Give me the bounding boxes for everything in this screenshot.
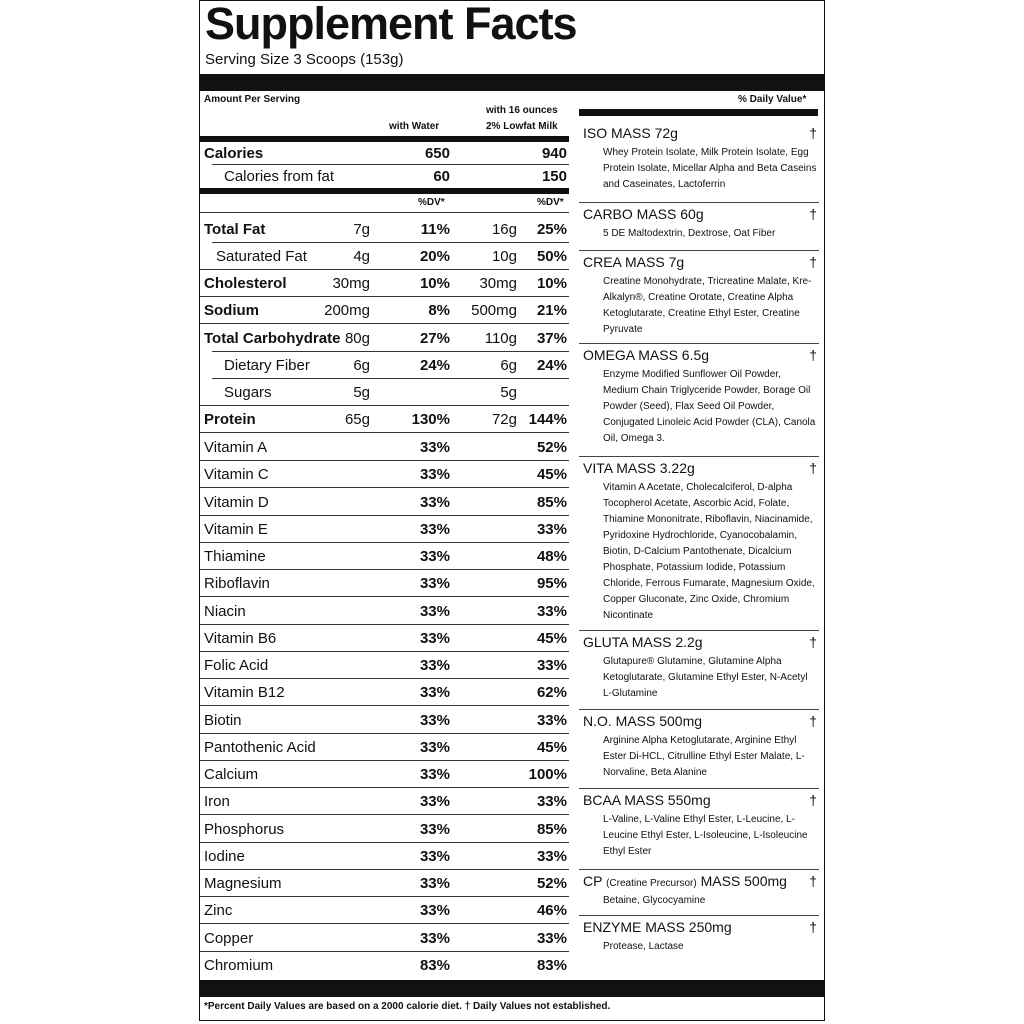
- dagger-mark: †: [809, 206, 817, 222]
- vitamin-water-dv: 33%: [419, 521, 450, 538]
- blend-divider: [579, 343, 819, 344]
- vitamin-milk-dv: 45%: [536, 466, 567, 483]
- vitamin-row: [200, 543, 569, 570]
- daily-value-header: % Daily Value*: [738, 94, 807, 105]
- blend-name: [583, 873, 787, 889]
- blend-divider: [579, 202, 819, 203]
- nutrient-water-amount: 5g: [353, 384, 370, 401]
- vitamin-name: Vitamin A: [204, 439, 268, 456]
- top-divider: [200, 74, 824, 91]
- vitamin-name: Vitamin E: [204, 521, 268, 538]
- vitamin-name: Phosphorus: [204, 821, 285, 838]
- vitamin-row: [200, 897, 569, 924]
- nutrient-name: Sodium: [204, 302, 259, 319]
- nutrient-row: [200, 352, 569, 379]
- ingredient-blend: [579, 873, 821, 915]
- nutrient-water-dv: 8%: [428, 302, 450, 319]
- row-divider: [200, 923, 569, 924]
- ingredient-blend: [579, 254, 821, 342]
- blend-description: 5 DE Maltodextrin, Dextrose, Oat Fiber: [603, 228, 776, 239]
- ingredient-blend: [579, 919, 821, 965]
- amount-per-serving-label: Amount Per Serving: [204, 94, 301, 105]
- nutrient-name: Protein: [204, 411, 256, 428]
- nutrient-water-dv: 11%: [420, 221, 450, 238]
- dagger-mark: †: [809, 873, 817, 889]
- nutrient-water-amount: 200mg: [324, 302, 370, 319]
- vitamin-name: Vitamin C: [204, 466, 269, 483]
- blend-description: Enzyme Modified Sunflower Oil Powder, Medium Chain Triglyceride Powder, Borage Oil Powder (Seed), Flax Seed Oil Powder, Conjugated Linoleic Acid Powder (CLA), Canola Oil, Omega 3.: [603, 369, 816, 444]
- vitamin-name: Calcium: [204, 766, 259, 783]
- panel-title: Supplement Facts: [205, 0, 577, 49]
- nutrient-water-amount: 65g: [344, 411, 370, 428]
- vitamin-water-dv: 33%: [419, 739, 450, 756]
- blend-name-text: MASS 500mg: [700, 873, 787, 889]
- ingredient-blend: [579, 125, 821, 201]
- vitamin-water-dv: 33%: [419, 630, 450, 647]
- vitamin-milk-dv: 45%: [536, 739, 567, 756]
- dv-header-water: %DV*: [418, 197, 445, 208]
- ingredient-blend: [579, 460, 821, 630]
- calories-from-fat-label: Calories from fat: [224, 168, 335, 185]
- blend-name: ENZYME MASS 250mg: [583, 919, 732, 935]
- dagger-mark: †: [809, 254, 817, 270]
- vitamin-name: Folic Acid: [204, 657, 269, 674]
- nutrient-milk-amount: 110g: [484, 330, 517, 347]
- vitamin-row: [200, 434, 569, 461]
- blend-divider: [579, 915, 819, 916]
- calories-label: Calories: [204, 145, 264, 162]
- vitamin-milk-dv: 33%: [536, 793, 567, 810]
- vitamin-water-dv: 33%: [419, 466, 450, 483]
- calories-divider: [200, 188, 569, 194]
- ingredient-blend: [579, 347, 821, 455]
- vitamin-name: Magnesium: [204, 875, 282, 892]
- right-header-divider: [579, 109, 818, 116]
- vitamin-milk-dv: 48%: [536, 548, 567, 565]
- vitamin-name: Copper: [204, 930, 254, 947]
- nutrient-name: Total Fat: [204, 221, 266, 238]
- vitamin-milk-dv: 85%: [536, 821, 567, 838]
- vitamin-milk-dv: 83%: [536, 957, 567, 974]
- vitamin-row: [200, 925, 569, 952]
- row-divider: [200, 487, 569, 488]
- nutrient-name: Cholesterol: [204, 275, 287, 292]
- vitamin-name: Vitamin D: [204, 494, 269, 511]
- nutrient-water-dv: 24%: [419, 357, 450, 374]
- vitamin-milk-dv: 33%: [536, 603, 567, 620]
- vitamin-name: Biotin: [204, 712, 242, 729]
- nutrient-name: Dietary Fiber: [224, 357, 310, 374]
- nutrient-milk-dv: 50%: [536, 248, 567, 265]
- vitamin-milk-dv: 33%: [536, 848, 567, 865]
- nutrient-row: [200, 243, 569, 270]
- vitamin-water-dv: 33%: [419, 712, 450, 729]
- vitamin-row: [200, 461, 569, 488]
- nutrient-water-amount: 80g: [344, 330, 370, 347]
- nutrient-name: Saturated Fat: [216, 248, 307, 265]
- blend-divider: [579, 456, 819, 457]
- vitamin-water-dv: 83%: [419, 957, 450, 974]
- bottom-divider: [200, 980, 824, 997]
- vitamin-milk-dv: 52%: [536, 875, 567, 892]
- vitamin-water-dv: 33%: [419, 494, 450, 511]
- vitamin-milk-dv: 95%: [536, 575, 567, 592]
- blend-prefix-note: (Creatine Precursor): [606, 878, 697, 889]
- dagger-mark: †: [809, 125, 817, 141]
- with-milk-header-line1: with 16 ounces: [486, 105, 558, 116]
- blend-name: BCAA MASS 550mg: [583, 792, 711, 808]
- vitamin-water-dv: 33%: [419, 875, 450, 892]
- blend-divider: [579, 630, 819, 631]
- vitamin-row: [200, 734, 569, 761]
- row-divider: [200, 596, 569, 597]
- vitamin-water-dv: 33%: [419, 766, 450, 783]
- calories-milk: 940: [541, 145, 567, 162]
- nutrient-water-dv: 130%: [411, 411, 450, 428]
- nutrient-milk-amount: 10g: [491, 248, 517, 265]
- row-divider: [200, 814, 569, 815]
- nutrient-milk-amount: 5g: [500, 384, 517, 401]
- ingredient-blend: [579, 206, 821, 249]
- nutrient-row: [200, 406, 569, 433]
- vitamin-row: [200, 652, 569, 679]
- footnote: *Percent Daily Values are based on a 2000 calorie diet. † Daily Values not established.: [204, 1001, 611, 1012]
- vitamin-row: [200, 489, 569, 516]
- blend-divider: [579, 869, 819, 870]
- blend-name: CARBO MASS 60g: [583, 206, 704, 222]
- nutrient-milk-amount: 6g: [500, 357, 517, 374]
- blend-name: OMEGA MASS 6.5g: [583, 347, 710, 363]
- vitamin-row: [200, 870, 569, 897]
- vitamin-water-dv: 33%: [419, 603, 450, 620]
- vitamin-water-dv: 33%: [419, 793, 450, 810]
- vitamin-row: [200, 679, 569, 706]
- blend-name: CREA MASS 7g: [583, 254, 685, 270]
- dagger-mark: †: [809, 634, 817, 650]
- vitamin-row: [200, 761, 569, 788]
- calories-water: 650: [424, 145, 450, 162]
- dagger-mark: †: [809, 713, 817, 729]
- nutrient-name: Sugars: [224, 384, 272, 401]
- vitamin-water-dv: 33%: [419, 684, 450, 701]
- nutrient-milk-dv: 24%: [536, 357, 567, 374]
- blend-description: Whey Protein Isolate, Milk Protein Isolate, Egg Protein Isolate, Micellar Alpha and Beta Caseins and Caseinates, Lactoferrin: [603, 147, 817, 190]
- blend-description: Glutapure® Glutamine, Glutamine Alpha Ketoglutarate, Glutamine Ethyl Ester, N-Acetyl L-Glutamine: [603, 656, 808, 699]
- vitamin-name: Zinc: [204, 902, 233, 919]
- vitamin-milk-dv: 33%: [536, 657, 567, 674]
- vitamin-milk-dv: 46%: [536, 902, 567, 919]
- vitamin-milk-dv: 52%: [536, 439, 567, 456]
- nutrient-milk-dv: 10%: [536, 275, 567, 292]
- blend-divider: [579, 250, 819, 251]
- nutrient-milk-dv: 25%: [536, 221, 567, 238]
- blend-divider: [579, 709, 819, 710]
- vitamin-name: Iron: [204, 793, 230, 810]
- vitamin-name: Pantothenic Acid: [204, 739, 316, 756]
- nutrient-row: [200, 379, 569, 406]
- nutrient-milk-amount: 16g: [491, 221, 517, 238]
- blend-description: Creatine Monohydrate, Tricreatine Malate, Kre-Alkalyn®, Creatine Orotate, Creatine Alpha Ketoglutarate, Creatine Ethyl Ester, Creatine Pyruvate: [603, 276, 812, 335]
- vitamin-milk-dv: 33%: [536, 521, 567, 538]
- blend-divider: [579, 788, 819, 789]
- dagger-mark: †: [809, 460, 817, 476]
- vitamin-name: Vitamin B6: [204, 630, 277, 647]
- nutrient-milk-dv: 37%: [536, 330, 567, 347]
- nutrient-row: [200, 270, 569, 297]
- vitamin-name: Niacin: [204, 603, 246, 620]
- nutrient-milk-dv: 21%: [536, 302, 567, 319]
- vitamin-row: [200, 707, 569, 734]
- calories-fat-row: [200, 163, 569, 190]
- nutrient-water-amount: 4g: [353, 248, 370, 265]
- with-milk-header-line2: 2% Lowfat Milk: [486, 121, 558, 132]
- vitamin-name: Iodine: [204, 848, 245, 865]
- vitamin-row: [200, 598, 569, 625]
- calories-fat-water: 60: [433, 168, 450, 185]
- blend-description: Protease, Lactase: [603, 941, 684, 952]
- vitamin-row: [200, 843, 569, 870]
- row-divider: [200, 212, 569, 213]
- row-divider: [200, 432, 569, 433]
- vitamin-milk-dv: 33%: [536, 712, 567, 729]
- nutrient-milk-amount: 500mg: [471, 302, 517, 319]
- supplement-facts-panel: [199, 0, 825, 1021]
- vitamin-milk-dv: 45%: [536, 630, 567, 647]
- nutrient-row: [200, 325, 569, 352]
- dagger-mark: †: [809, 347, 817, 363]
- blend-prefix: CP: [583, 873, 603, 889]
- vitamin-water-dv: 33%: [419, 930, 450, 947]
- vitamin-row: [200, 952, 569, 979]
- blend-description: Betaine, Glycocyamine: [603, 895, 706, 906]
- with-water-header: with Water: [389, 121, 440, 132]
- vitamin-row: [200, 788, 569, 815]
- vitamin-water-dv: 33%: [419, 848, 450, 865]
- vitamin-row: [200, 625, 569, 652]
- vitamin-milk-dv: 85%: [536, 494, 567, 511]
- vitamin-row: [200, 816, 569, 843]
- nutrient-milk-amount: 72g: [491, 411, 517, 428]
- vitamin-milk-dv: 33%: [536, 930, 567, 947]
- ingredient-blend: [579, 634, 821, 708]
- row-divider: [200, 323, 569, 324]
- vitamin-water-dv: 33%: [419, 902, 450, 919]
- blend-description: L-Valine, L-Valine Ethyl Ester, L-Leucine, L-Leucine Ethyl Ester, L-Isoleucine, L-Isoleucine Ethyl Ester: [603, 814, 808, 857]
- row-divider: [200, 705, 569, 706]
- blend-name: GLUTA MASS 2.2g: [583, 634, 703, 650]
- nutrient-water-dv: 10%: [419, 275, 450, 292]
- vitamin-milk-dv: 100%: [528, 766, 567, 783]
- blend-description: Vitamin A Acetate, Cholecalciferol, D-alpha Tocopherol Acetate, Ascorbic Acid, Folate, Thiamine Mononitrate, Riboflavin, Niacinamide, Pyridoxine Hydrochloride, Cyanocobalamin, Biotin, D-Calcium Pantothenate, Dicalcium Phosphate, Potassium Iodide, Potassium Chloride, Ferrous Fumarate, Magnesium Oxide, Copper Gluconate, Zinc Oxide, Chromium Nicontinate: [603, 482, 815, 621]
- blend-description: Arginine Alpha Ketoglutarate, Arginine Ethyl Ester Di-HCL, Citrulline Ethyl Ester Malate, L-Norvaline, Beta Alanine: [603, 735, 805, 778]
- nutrient-milk-dv: 144%: [528, 411, 567, 428]
- blend-name: ISO MASS 72g: [583, 125, 678, 141]
- vitamin-water-dv: 33%: [419, 821, 450, 838]
- nutrient-row: [200, 216, 569, 243]
- blend-name: VITA MASS 3.22g: [583, 460, 695, 476]
- vitamin-milk-dv: 62%: [536, 684, 567, 701]
- ingredient-blend: [579, 713, 821, 787]
- dagger-mark: †: [809, 919, 817, 935]
- vitamin-water-dv: 33%: [419, 657, 450, 674]
- nutrient-name: Total Carbohydrate: [204, 330, 341, 347]
- serving-size: Serving Size 3 Scoops (153g): [205, 51, 404, 68]
- vitamin-name: Thiamine: [204, 548, 266, 565]
- nutrient-milk-amount: 30mg: [479, 275, 517, 292]
- nutrient-water-amount: 6g: [353, 357, 370, 374]
- blend-name: N.O. MASS 500mg: [583, 713, 703, 729]
- vitamin-water-dv: 33%: [419, 439, 450, 456]
- nutrient-row: [200, 297, 569, 324]
- vitamin-water-dv: 33%: [419, 548, 450, 565]
- vitamin-name: Vitamin B12: [204, 684, 285, 701]
- ingredient-blend: [579, 792, 821, 868]
- nutrient-water-dv: 20%: [419, 248, 450, 265]
- nutrient-water-amount: 30mg: [332, 275, 370, 292]
- vitamin-water-dv: 33%: [419, 575, 450, 592]
- vitamin-name: Riboflavin: [204, 575, 270, 592]
- dv-header-milk: %DV*: [537, 197, 564, 208]
- vitamin-name: Chromium: [204, 957, 274, 974]
- nutrient-water-dv: 27%: [419, 330, 450, 347]
- calories-fat-milk: 150: [541, 168, 567, 185]
- vitamin-row: [200, 570, 569, 597]
- dagger-mark: †: [809, 792, 817, 808]
- vitamin-row: [200, 516, 569, 543]
- nutrient-water-amount: 7g: [353, 221, 370, 238]
